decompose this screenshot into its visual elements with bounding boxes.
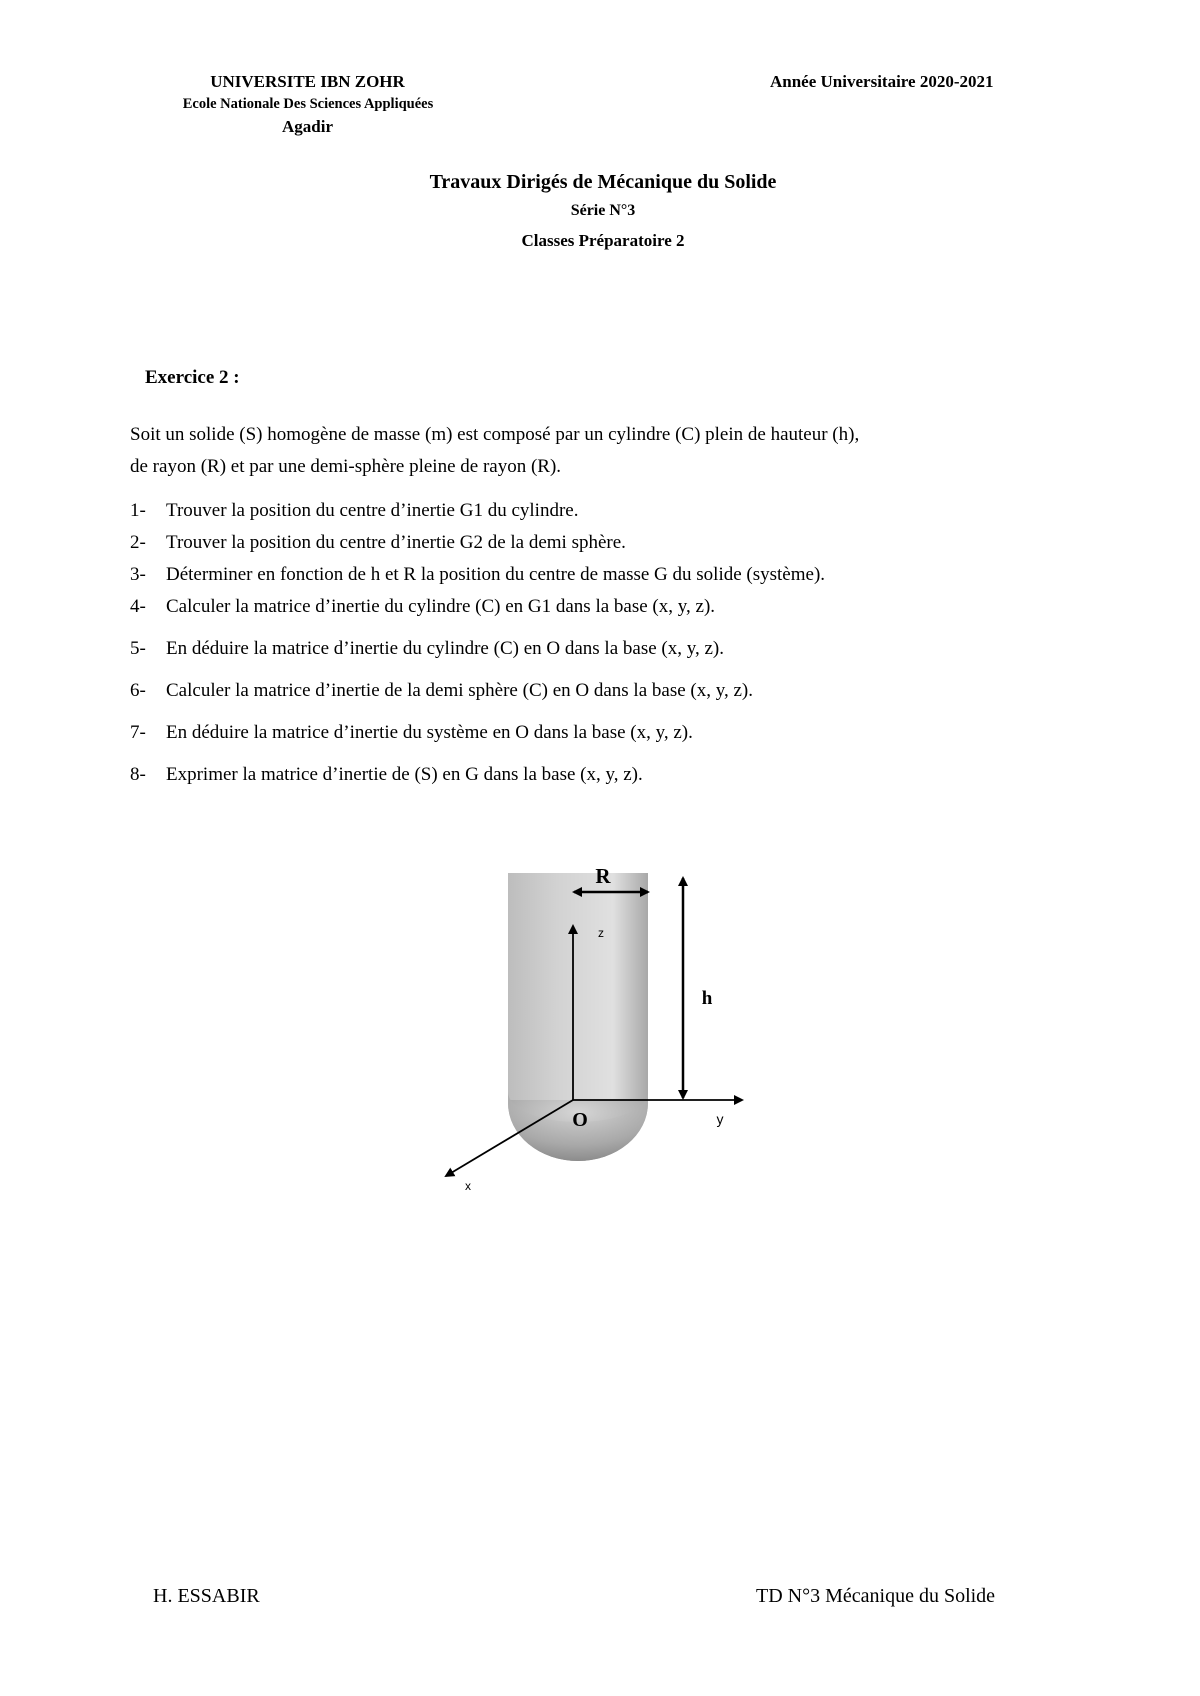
question-number: 1-	[130, 500, 146, 521]
label-r: R	[595, 864, 611, 888]
school-name: Ecole Nationale Des Sciences Appliquées	[182, 96, 434, 112]
question-number: 5-	[130, 638, 146, 659]
label-origin: O	[572, 1109, 588, 1131]
question-number: 2-	[130, 532, 146, 553]
question-text: Trouver la position du centre d’inertie G2 de la demi sphère.	[166, 532, 626, 553]
label-x: x	[465, 1179, 471, 1193]
question-text: Trouver la position du centre d’inertie G1 du cylindre.	[166, 500, 579, 521]
question-text: Déterminer en fonction de h et R la position du centre de masse G du solide (système).	[166, 564, 826, 585]
question-text: En déduire la matrice d’inertie du cylindre (C) en O dans la base (x, y, z).	[166, 638, 724, 659]
intro-line: Soit un solide (S) homogène de masse (m) est composé par un cylindre (C) plein de hauteur (h),	[130, 424, 860, 445]
question-text: Calculer la matrice d’inertie de la demi sphère (C) en O dans la base (x, y, z).	[166, 680, 753, 701]
question-number: 3-	[130, 564, 146, 585]
question-number: 4-	[130, 596, 146, 617]
cylinder-body	[508, 873, 648, 1103]
footer-doc-ref: TD N°3 Mécanique du Solide	[756, 1585, 996, 1607]
footer-author: H. ESSABIR	[153, 1585, 260, 1607]
exercise-heading: Exercice 2 :	[145, 367, 240, 388]
city-name: Agadir	[282, 117, 333, 136]
academic-year: Année Universitaire 2020-2021	[770, 72, 994, 91]
question-text: En déduire la matrice d’inertie du système en O dans la base (x, y, z).	[166, 722, 693, 743]
label-h: h	[701, 988, 713, 1009]
series-number: Série N°3	[570, 202, 636, 219]
intro-line: de rayon (R) et par une demi-sphère pleine de rayon (R).	[130, 456, 562, 477]
document-title: Travaux Dirigés de Mécanique du Solide	[429, 171, 777, 193]
label-z: z	[598, 926, 604, 940]
university-name: UNIVERSITE IBN ZOHR	[210, 72, 405, 91]
question-number: 7-	[130, 722, 146, 743]
class-name: Classes Préparatoire 2	[521, 231, 685, 250]
question-number: 6-	[130, 680, 146, 701]
label-y: y	[716, 1111, 724, 1127]
question-text: Exprimer la matrice d’inertie de (S) en G dans la base (x, y, z).	[166, 764, 643, 785]
question-number: 8-	[130, 764, 146, 785]
question-text: Calculer la matrice d’inertie du cylindre (C) en G1 dans la base (x, y, z).	[166, 596, 716, 617]
